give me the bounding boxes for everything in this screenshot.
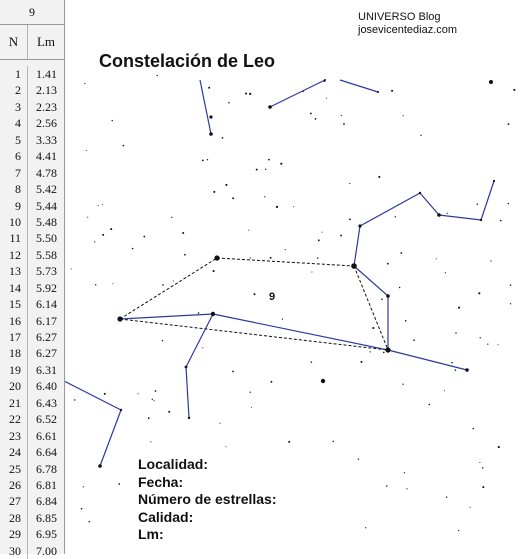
faint-star	[510, 303, 511, 304]
faint-star	[202, 347, 203, 348]
faint-star	[361, 361, 363, 363]
constellation-line	[388, 350, 467, 370]
faint-star	[490, 260, 491, 261]
row-number: 7	[0, 165, 28, 181]
table-row	[0, 280, 64, 296]
faint-star	[428, 404, 430, 406]
faint-star	[138, 393, 139, 394]
faint-star	[311, 271, 312, 272]
faint-star	[248, 230, 249, 231]
faint-star	[123, 145, 125, 147]
row-lm-value: 5.50	[36, 231, 57, 246]
faint-star	[480, 337, 481, 338]
table-row	[0, 461, 64, 477]
table-column-headers	[0, 25, 64, 60]
faint-star	[98, 205, 99, 206]
row-lm-value: 6.52	[36, 412, 57, 427]
star	[98, 464, 102, 468]
faint-star	[268, 159, 270, 161]
star	[209, 115, 212, 118]
star-count-label: Número de estrellas:	[138, 491, 277, 507]
faint-star	[225, 446, 226, 447]
row-number: 22	[0, 411, 28, 427]
table-row	[0, 198, 64, 214]
constellation-line	[360, 193, 420, 226]
faint-star	[84, 83, 85, 84]
row-number: 4	[0, 115, 28, 131]
row-number: 16	[0, 313, 28, 329]
faint-star	[250, 392, 251, 393]
row-lm-value: 6.27	[36, 346, 57, 361]
star	[209, 132, 213, 136]
faint-star	[184, 254, 186, 256]
constellation-line	[270, 80, 325, 107]
faint-star	[104, 393, 106, 395]
table-rows	[0, 60, 64, 559]
faint-star	[500, 220, 502, 222]
row-number: 25	[0, 461, 28, 477]
row-lm-value: 6.17	[36, 313, 57, 328]
table-row	[0, 99, 64, 115]
table-row	[0, 526, 64, 542]
row-number: 3	[0, 99, 28, 115]
constellation-line	[354, 226, 360, 266]
table-row	[0, 247, 64, 263]
star	[386, 294, 390, 298]
faint-star	[228, 102, 230, 104]
row-lm-value: 2.56	[36, 116, 57, 131]
row-lm-value: 5.58	[36, 247, 57, 262]
faint-star	[254, 293, 256, 295]
faint-star	[225, 184, 227, 186]
row-lm-value: 5.42	[36, 182, 57, 197]
row-lm-value: 4.78	[36, 165, 57, 180]
chart-title: Constelación de Leo	[99, 51, 276, 71]
faint-star	[280, 163, 282, 165]
faint-star	[157, 75, 158, 76]
area-boundary-line	[120, 258, 217, 319]
faint-star	[198, 312, 200, 314]
table-row	[0, 378, 64, 394]
faint-star	[265, 169, 266, 170]
row-lm-value: 6.81	[36, 477, 57, 492]
row-lm-value: 3.33	[36, 132, 57, 147]
row-lm-value: 6.14	[36, 297, 57, 312]
star	[419, 192, 421, 194]
area-number-label: 9	[269, 291, 276, 303]
faint-star	[87, 217, 88, 218]
row-lm-value: 6.78	[36, 461, 57, 476]
faint-star	[372, 327, 374, 329]
row-number: 23	[0, 428, 28, 444]
row-number: 18	[0, 345, 28, 361]
table-row	[0, 411, 64, 427]
faint-star	[71, 268, 72, 269]
table-row	[0, 230, 64, 246]
table-row	[0, 444, 64, 460]
table-row	[0, 263, 64, 279]
faint-star	[381, 299, 383, 301]
faint-star	[285, 249, 286, 250]
faint-star	[317, 257, 318, 258]
constellation-line	[186, 314, 213, 367]
faint-star	[497, 344, 498, 345]
lm-label: Lm:	[138, 526, 164, 542]
faint-star	[341, 115, 342, 116]
faint-star	[402, 384, 403, 385]
table-row	[0, 510, 64, 526]
faint-star	[322, 232, 323, 233]
row-number: 5	[0, 132, 28, 148]
faint-star	[399, 287, 400, 288]
table-row	[0, 313, 64, 329]
faint-star	[444, 390, 445, 391]
date-label: Fecha:	[138, 473, 184, 490]
row-number: 26	[0, 477, 28, 493]
faint-star	[508, 203, 509, 204]
table-row	[0, 345, 64, 361]
faint-star	[477, 203, 478, 204]
faint-star	[458, 530, 459, 531]
locality-label: Localidad:	[138, 456, 209, 472]
faint-star	[482, 486, 484, 488]
faint-star	[220, 423, 221, 424]
table-row	[0, 181, 64, 197]
faint-star	[482, 467, 483, 468]
row-number: 28	[0, 510, 28, 526]
faint-star	[340, 235, 342, 237]
row-number: 15	[0, 296, 28, 312]
column-header-lm: Lm	[36, 34, 56, 49]
row-number: 19	[0, 362, 28, 378]
table-row	[0, 296, 64, 312]
faint-star	[264, 196, 265, 197]
faint-star	[256, 169, 258, 171]
row-number: 30	[0, 543, 28, 559]
star	[120, 409, 122, 411]
faint-star	[153, 400, 154, 401]
faint-star	[113, 283, 114, 284]
star	[377, 91, 379, 93]
faint-star	[324, 80, 326, 82]
row-lm-value: 2.13	[36, 83, 57, 98]
faint-star	[391, 90, 393, 92]
faint-star	[155, 390, 157, 392]
faint-star	[86, 150, 87, 151]
table-row	[0, 428, 64, 444]
faint-star	[510, 284, 511, 285]
faint-star	[232, 371, 234, 373]
constellation-line	[186, 367, 189, 418]
row-number: 1	[0, 66, 28, 82]
table-row	[0, 477, 64, 493]
faint-star	[118, 483, 120, 485]
faint-star	[445, 272, 446, 273]
constellation-line	[354, 266, 388, 296]
table-row	[0, 115, 64, 131]
table-row	[0, 66, 64, 82]
faint-star	[152, 399, 153, 400]
star	[188, 417, 190, 419]
faint-star	[403, 115, 404, 116]
faint-star	[112, 120, 113, 121]
faint-star	[310, 113, 312, 115]
observation-form	[138, 456, 277, 544]
row-lm-value: 6.31	[36, 362, 57, 377]
faint-star	[326, 98, 327, 99]
faint-star	[148, 417, 150, 419]
row-number: 12	[0, 247, 28, 263]
table-row	[0, 132, 64, 148]
faint-star	[383, 352, 385, 354]
faint-star	[472, 428, 473, 429]
faint-star	[455, 369, 457, 371]
faint-star	[202, 159, 204, 161]
row-lm-value: 4.41	[36, 149, 57, 164]
faint-star	[455, 332, 456, 333]
row-number: 24	[0, 444, 28, 460]
star	[358, 224, 361, 227]
faint-star	[213, 191, 215, 193]
brand-name: UNIVERSO Blog	[358, 11, 441, 23]
row-number: 6	[0, 148, 28, 164]
table-row	[0, 148, 64, 164]
faint-star	[405, 320, 407, 322]
faint-star	[404, 472, 405, 473]
limiting-magnitude-table	[0, 0, 65, 558]
faint-star	[143, 236, 145, 238]
faint-star	[318, 239, 320, 241]
star	[351, 263, 357, 269]
row-lm-value: 6.95	[36, 527, 57, 542]
row-number: 27	[0, 493, 28, 509]
faint-star	[395, 216, 396, 217]
constellation-line	[100, 410, 121, 466]
table-row	[0, 82, 64, 98]
row-lm-value: 1.41	[36, 67, 57, 81]
row-lm-value: 6.27	[36, 330, 57, 344]
row-number: 29	[0, 526, 28, 542]
row-lm-value: 5.92	[36, 280, 57, 295]
faint-star	[487, 343, 488, 344]
star	[117, 316, 122, 321]
row-lm-value: 5.73	[36, 264, 57, 279]
row-lm-value: 6.43	[36, 395, 57, 410]
faint-star	[387, 263, 389, 265]
table-row	[0, 543, 64, 559]
row-lm-value: 7.00	[36, 543, 57, 558]
faint-star	[513, 89, 515, 91]
faint-star	[436, 258, 437, 259]
faint-star	[406, 488, 407, 489]
faint-star	[413, 339, 415, 341]
faint-star	[311, 361, 313, 363]
faint-star	[349, 183, 350, 184]
star	[321, 379, 325, 383]
constellation-line	[420, 193, 439, 215]
row-number: 14	[0, 280, 28, 296]
faint-star	[251, 407, 252, 408]
table-row	[0, 329, 64, 345]
faint-star	[207, 159, 208, 160]
constellation-line	[481, 181, 494, 220]
area-boundary-line	[354, 266, 388, 350]
faint-star	[81, 508, 83, 510]
faint-star	[288, 441, 290, 443]
row-number: 20	[0, 378, 28, 394]
faint-star	[249, 93, 251, 95]
faint-star	[365, 527, 366, 528]
star	[214, 255, 219, 260]
row-lm-value: 6.64	[36, 445, 57, 460]
faint-star	[458, 307, 460, 309]
table-row	[0, 493, 64, 509]
constellation-line	[120, 314, 213, 319]
faint-star	[162, 340, 163, 341]
faint-star	[451, 362, 453, 364]
row-number: 13	[0, 263, 28, 279]
faint-star	[245, 92, 247, 94]
faint-star	[270, 381, 272, 383]
faint-star	[182, 232, 184, 234]
faint-star	[386, 485, 387, 486]
faint-star	[470, 507, 471, 508]
faint-star	[74, 399, 75, 400]
row-number: 10	[0, 214, 28, 230]
table-row	[0, 165, 64, 181]
faint-star	[171, 217, 172, 218]
faint-star	[400, 252, 402, 254]
faint-star	[232, 197, 234, 199]
row-lm-value: 6.84	[36, 494, 57, 509]
star	[185, 366, 188, 369]
faint-star	[369, 351, 370, 352]
faint-star	[343, 123, 345, 125]
constellation-line	[213, 314, 388, 350]
faint-star	[89, 521, 91, 523]
brand-block	[358, 11, 457, 37]
faint-star	[173, 280, 174, 281]
faint-star	[447, 213, 448, 214]
faint-star	[420, 135, 421, 136]
faint-star	[303, 91, 304, 92]
faint-star	[250, 257, 251, 258]
table-page-number: 9	[0, 0, 64, 25]
row-lm-value: 5.48	[36, 214, 57, 229]
table-row	[0, 214, 64, 230]
row-lm-value: 5.44	[36, 198, 57, 213]
star	[465, 368, 469, 372]
faint-star	[446, 496, 447, 497]
faint-star	[132, 248, 134, 250]
faint-star	[282, 319, 283, 320]
table-row	[0, 395, 64, 411]
row-lm-value: 6.85	[36, 510, 57, 525]
area-boundary-line	[120, 319, 388, 350]
faint-star	[358, 458, 359, 459]
faint-star	[378, 176, 380, 178]
faint-star	[162, 284, 164, 286]
star	[489, 80, 493, 84]
row-number: 11	[0, 230, 28, 246]
constellation-line	[439, 215, 481, 220]
table-row	[0, 362, 64, 378]
faint-star	[315, 118, 317, 120]
faint-star	[349, 218, 351, 220]
star	[437, 213, 441, 217]
faint-star	[83, 486, 84, 487]
constellation-line	[64, 381, 121, 410]
star	[211, 312, 215, 316]
brand-url: josevicentediaz.com	[358, 24, 458, 36]
star	[480, 219, 482, 221]
row-lm-value: 6.40	[36, 379, 57, 394]
column-header-n: N	[0, 25, 28, 59]
faint-star	[333, 441, 334, 442]
faint-star	[508, 123, 510, 125]
faint-star	[270, 257, 272, 259]
row-lm-value: 2.23	[36, 99, 57, 114]
faint-star	[95, 284, 96, 285]
faint-star	[102, 204, 103, 205]
quality-label: Calidad:	[138, 508, 194, 525]
faint-star	[293, 206, 294, 207]
faint-star	[213, 270, 215, 272]
row-number: 8	[0, 181, 28, 197]
faint-star	[479, 462, 480, 463]
faint-star	[478, 292, 480, 294]
row-lm-value: 6.61	[36, 428, 57, 443]
area-boundary-line	[217, 258, 354, 266]
faint-star	[276, 206, 278, 208]
faint-star	[208, 87, 210, 89]
faint-star	[168, 411, 170, 413]
faint-star	[150, 441, 151, 442]
faint-star	[110, 228, 112, 230]
faint-star	[94, 241, 95, 242]
star	[385, 347, 390, 352]
faint-star	[222, 137, 224, 139]
star	[493, 180, 495, 182]
row-number: 17	[0, 329, 28, 345]
row-number: 2	[0, 82, 28, 98]
faint-star	[498, 446, 500, 448]
faint-star	[102, 234, 104, 236]
star	[268, 105, 272, 109]
row-number: 9	[0, 198, 28, 214]
row-number: 21	[0, 395, 28, 411]
constellation-line	[340, 80, 378, 92]
